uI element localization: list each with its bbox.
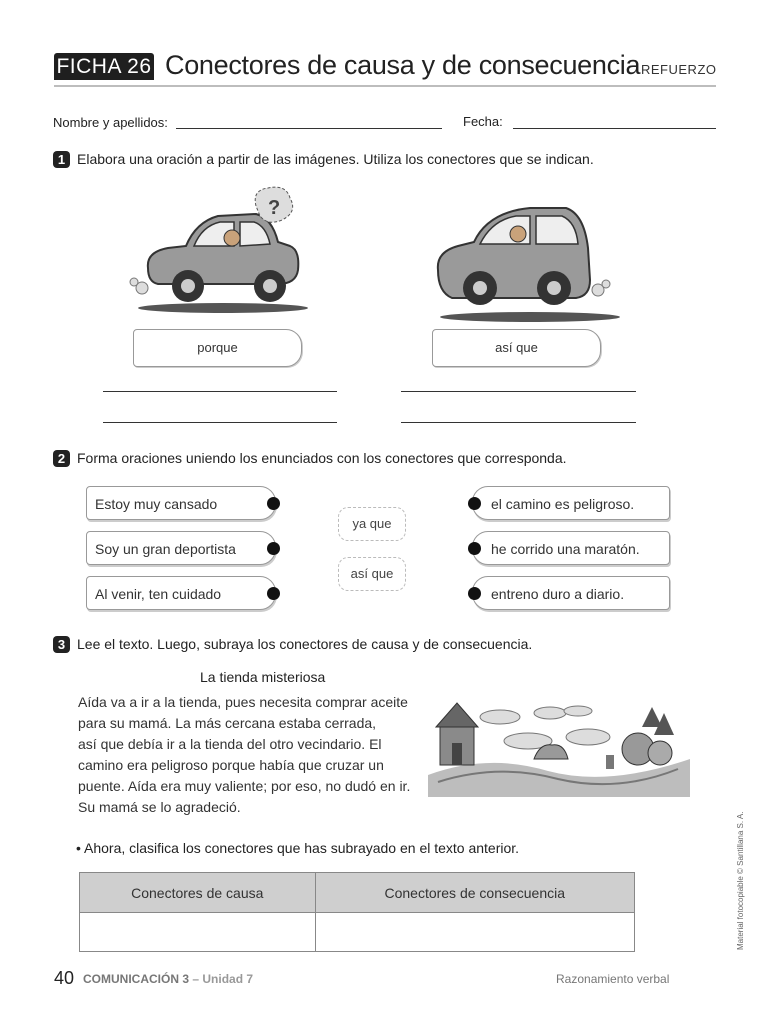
date-label: Fecha: <box>463 114 503 129</box>
answer-line[interactable] <box>401 422 636 423</box>
page-number: 40 <box>54 968 75 988</box>
join-dot[interactable] <box>267 587 280 600</box>
join-dot[interactable] <box>267 497 280 510</box>
exercise-3-instruction: Lee el texto. Luego, subraya los conectores de causa y de consecuencia. <box>77 636 533 652</box>
answer-line[interactable] <box>401 391 636 392</box>
svg-text:?: ? <box>268 197 281 219</box>
clause-left: Soy un gran deportista <box>86 531 276 565</box>
table-cell-consecuencia[interactable] <box>315 913 635 952</box>
table-cell-causa[interactable] <box>80 913 316 952</box>
join-dot[interactable] <box>267 542 280 555</box>
book-name: COMUNICACIÓN 3 <box>83 972 190 986</box>
answer-line[interactable] <box>103 391 337 392</box>
copyright-note: Material fotocopiable © Santillana S. A. <box>736 811 745 950</box>
connector-asi-que: así que <box>432 329 601 367</box>
table-header-consecuencia: Conectores de consecuencia <box>315 873 635 913</box>
exercise-3-number: 3 <box>53 636 70 653</box>
exercise-1-instruction: Elabora una oración a partir de las imágenes. Utiliza los conectores que se indican. <box>77 151 594 167</box>
connector-ya-que: ya que <box>338 507 406 541</box>
exercise-2-number: 2 <box>53 450 70 467</box>
village-illustration <box>428 697 690 797</box>
join-dot[interactable] <box>468 497 481 510</box>
car-confused-illustration <box>128 186 313 316</box>
story-line: para su mamá. La más cercana estaba cerrada, <box>78 715 377 731</box>
join-dot[interactable] <box>468 587 481 600</box>
ficha-badge: FICHA 26 <box>54 53 154 80</box>
story-line: puente. Aída era muy valiente; por eso, no dudó en ir. <box>78 778 411 794</box>
join-dot[interactable] <box>468 542 481 555</box>
story-line: Aída va a ir a la tienda, pues necesita comprar aceite <box>78 694 408 710</box>
classify-instruction: • Ahora, clasifica los conectores que has subrayado en el texto anterior. <box>76 840 520 856</box>
clause-right: entreno duro a diario. <box>472 576 670 610</box>
title-divider <box>54 85 716 87</box>
classification-table <box>79 872 635 952</box>
story-line: Su mamá se lo agradeció. <box>78 799 241 815</box>
footer-book <box>83 972 253 986</box>
story-line: así que debía ir a la tienda del otro vecindario. El <box>78 736 382 752</box>
page-title: Conectores de causa y de consecuencia <box>165 50 641 80</box>
answer-line[interactable] <box>103 422 337 423</box>
connector-asi-que: así que <box>338 557 406 591</box>
table-header-causa: Conectores de causa <box>80 873 316 913</box>
story-text <box>78 692 438 818</box>
footer-section: Razonamiento verbal <box>556 972 670 986</box>
level-label: REFUERZO <box>641 62 717 77</box>
name-field[interactable] <box>176 128 442 129</box>
clause-right: he corrido una maratón. <box>472 531 670 565</box>
exercise-2-instruction: Forma oraciones uniendo los enunciados con los conectores que corresponda. <box>77 450 567 466</box>
unit-name: – Unidad 7 <box>189 972 254 986</box>
exercise-1-number: 1 <box>53 151 70 168</box>
connector-porque: porque <box>133 329 302 367</box>
name-label: Nombre y apellidos: <box>53 115 168 130</box>
clause-left: Estoy muy cansado <box>86 486 276 520</box>
date-field[interactable] <box>513 128 716 129</box>
clause-left: Al venir, ten cuidado <box>86 576 276 610</box>
car-happy-illustration <box>430 200 620 325</box>
story-title: La tienda misteriosa <box>200 669 326 685</box>
clause-right: el camino es peligroso. <box>472 486 670 520</box>
story-line: camino era peligroso porque había que cruzar un <box>78 757 384 773</box>
